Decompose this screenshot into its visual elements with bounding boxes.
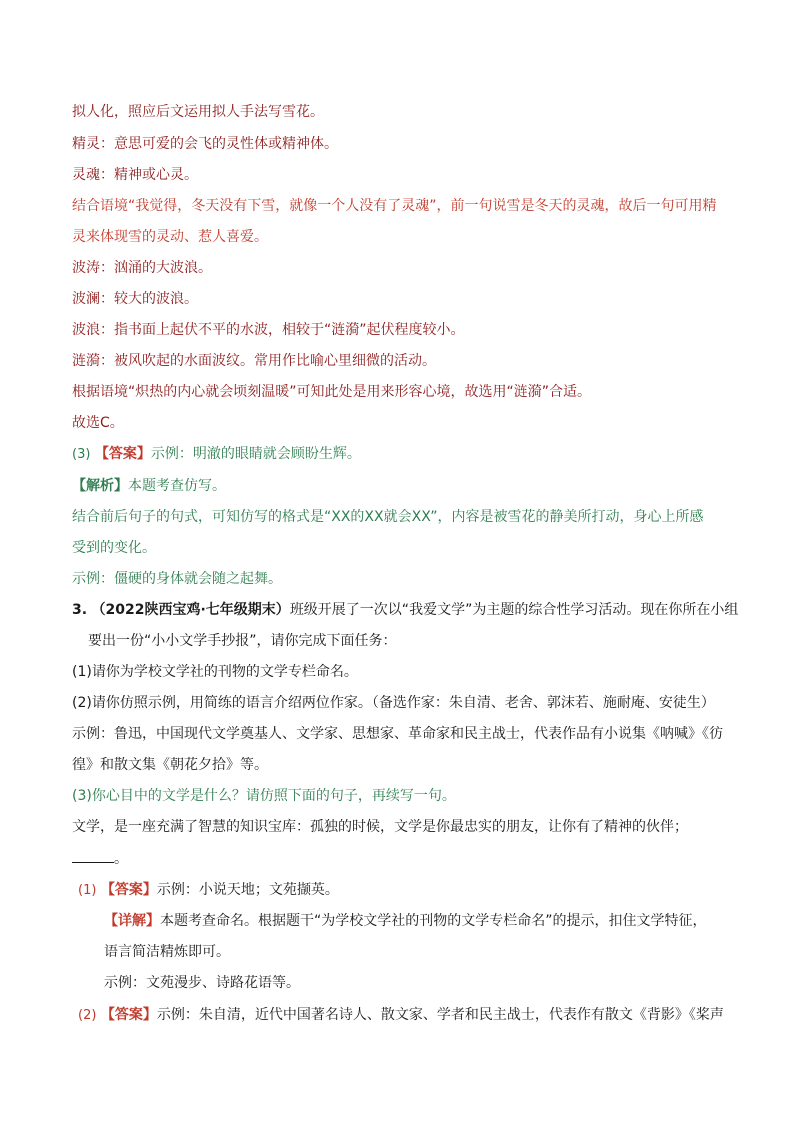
answer-tag: 【答案】 (94, 446, 151, 462)
para-line: 波澜：较大的波浪。 (72, 291, 198, 307)
para-line: 受到的变化。 (72, 540, 156, 556)
para-line: 波浪：指书面上起伏不平的水波，相较于“涟漪”起伏程度较小。 (72, 322, 465, 338)
answer-text: 示例：小说天地；文苑撷英。 (156, 882, 339, 898)
question-header (72, 600, 738, 620)
para-line: 文学，是一座充满了智慧的知识宝库：孤独的时候，文学是你最忠实的朋友，让你有了精神的伙伴； (72, 819, 688, 835)
question-source: （2022陕西宝鸡·七年级期末） (91, 602, 290, 618)
para-line: 示例：僵硬的身体就会随之起舞。 (72, 571, 282, 587)
para-line: 精灵：意思可爱的会飞的灵性体或精神体。 (72, 136, 338, 152)
item-number: (2) (78, 1008, 97, 1023)
analysis-text: 本题考查仿写。 (128, 478, 226, 494)
para-line: 示例：鲁迅，中国现代文学奠基人、文学家、思想家、革命家和民主战士，代表作品有小说集《呐喊》《彷 (72, 726, 723, 742)
answer-text: 示例：明澈的眼睛就会顾盼生辉。 (150, 446, 361, 462)
para-line: 灵魂：精神或心灵。 (72, 167, 198, 183)
detail-text: 本题考查命名。根据题干“为学校文学社的刊物的文学专栏命名”的提示，扣住文学特征， (160, 913, 707, 929)
detail-line (104, 911, 707, 931)
analysis-line (72, 476, 226, 496)
answer-line (78, 880, 339, 901)
answer-text: 示例：朱自清，近代中国著名诗人、散文家、学者和民主战士，代表作有散文《背影》《桨声 (156, 1007, 724, 1023)
item-number: (1) (78, 883, 97, 898)
para-line: 波涛：汹涌的大波浪。 (72, 260, 212, 276)
answer-blank (72, 848, 114, 863)
para-line: 拟人化，照应后文运用拟人手法写雪花。 (72, 104, 324, 120)
subquestion-3: (3)你心目中的文学是什么？请仿照下面的句子，再续写一句。 (72, 788, 456, 804)
para-line: 示例：文苑漫步、诗路花语等。 (104, 975, 300, 991)
para-line: 要出一份“小小文学手抄报”，请你完成下面任务： (88, 633, 397, 649)
para-line: 涟漪：被风吹起的水面波纹。常用作比喻心里细微的活动。 (72, 353, 436, 369)
answer-line (78, 1005, 724, 1026)
question-number: 3. (72, 602, 88, 618)
para-line: 灵来体现雪的灵动、惹人喜爱。 (72, 229, 268, 245)
answer-tag: 【答案】 (100, 882, 157, 898)
detail-tag: 【详解】 (104, 913, 160, 929)
para-line: 徨》和散文集《朝花夕拾》等。 (72, 757, 268, 773)
para-line: 语言简洁精炼即可。 (104, 944, 230, 960)
answer-line (72, 444, 361, 465)
para-line: 根据语境“炽热的内心就会顷刻温暖”可知此处是用来形容心境，故选用“涟漪”合适。 (72, 384, 592, 400)
blank-line (72, 848, 128, 869)
item-number: (3) (72, 447, 91, 462)
subquestion-2: (2)请你仿照示例，用简练的语言介绍两位作家。（备选作家：朱自清、老舍、郭沫若、施耐庵、安徒生） (72, 695, 715, 711)
para-line: 故选C。 (72, 415, 124, 431)
para-line: 结合前后句子的句式，可知仿写的格式是“XX的XX就会XX”，内容是被雪花的静美所打动，身心上所感 (72, 509, 704, 525)
analysis-tag: 【解析】 (72, 478, 128, 494)
answer-tag: 【答案】 (100, 1007, 157, 1023)
para-line: 结合语境“我觉得，冬天没有下雪，就像一个人没有了灵魂”，前一句说雪是冬天的灵魂，故后一句可用精 (72, 198, 717, 214)
blank-end: 。 (114, 851, 128, 867)
question-text: 班级开展了一次以“我爱文学”为主题的综合性学习活动。现在你所在小组 (289, 602, 739, 618)
subquestion-1: (1)请你为学校文学社的刊物的文学专栏命名。 (72, 664, 358, 680)
